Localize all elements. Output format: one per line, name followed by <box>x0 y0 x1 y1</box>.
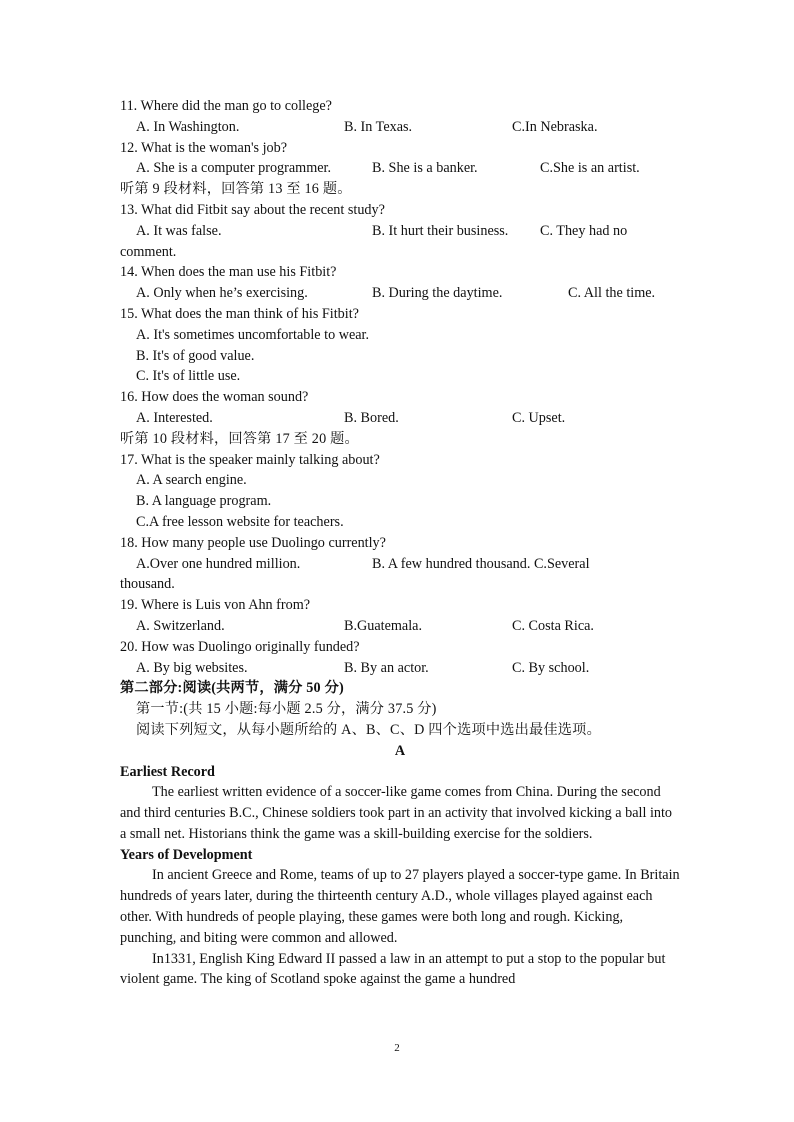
section-9-instruction: 听第 9 段材料，回答第 13 至 16 题。 <box>120 181 352 198</box>
option-a: A. A search engine. <box>136 472 247 489</box>
passage-letter: A <box>394 742 406 759</box>
question-13-continuation: comment. <box>120 243 177 260</box>
option-c: C.She is an artist. <box>540 160 640 177</box>
option-a: A.Over one hundred million. <box>136 555 301 572</box>
question-18-options <box>120 554 680 575</box>
question-20-options <box>120 658 680 679</box>
option-c: C. By school. <box>512 659 590 676</box>
question-13-options <box>120 221 680 242</box>
option-b: B. It's of good value. <box>136 347 255 364</box>
question-14: 14. When does the man use his Fitbit? <box>120 264 337 281</box>
option-a: A. It's sometimes uncomfortable to wear. <box>136 326 370 343</box>
option-a: A. In Washington. <box>136 118 240 135</box>
option-a: A. Only when he’s exercising. <box>136 285 308 302</box>
option-c: C.In Nebraska. <box>512 118 598 135</box>
question-19: 19. Where is Luis von Ahn from? <box>120 597 311 614</box>
question-17: 17. What is the speaker mainly talking about? <box>120 451 380 468</box>
question-15: 15. What does the man think of his Fitbit? <box>120 305 359 322</box>
option-c: C. All the time. <box>568 285 656 302</box>
paragraph-2: In ancient Greece and Rome, teams of up to 27 players played a soccer-type game. In Britain hundreds of years later, during the thirteenth century A.D., whole villages played against each other. With hundreds of people playing, these games were both long and rough. Kicking, punching, and biting were common and allowed. <box>120 867 680 946</box>
option-a: A. Switzerland. <box>136 617 225 634</box>
question-12-options <box>120 158 680 179</box>
question-11: 11. Where did the man go to college? <box>120 98 332 114</box>
option-b: B. A language program. <box>136 493 272 510</box>
option-b: B. By an actor. <box>344 659 429 676</box>
option-c: C. Costa Rica. <box>512 617 594 634</box>
option-a: A. She is a computer programmer. <box>136 160 332 177</box>
page-number: 2 <box>394 1042 400 1054</box>
question-14-options <box>120 283 680 304</box>
paragraph-1: The earliest written evidence of a soccer-like game comes from China. During the second and third centuries B.C., Chinese soldiers took part in an activity that involved kicking a ball into a small net. Historians think the game was a skill-building exercise for the soldiers. <box>120 784 673 842</box>
heading-earliest-record: Earliest Record <box>120 763 215 780</box>
question-19-options <box>120 616 680 637</box>
option-a: A. Interested. <box>136 409 213 426</box>
question-18: 18. How many people use Duolingo currently? <box>120 534 386 551</box>
option-b: B. During the daytime. <box>372 285 503 302</box>
option-b: B. A few hundred thousand. C.Several <box>372 555 590 572</box>
option-b: B. Bored. <box>344 409 399 426</box>
section-1-heading: 第一节:(共 15 小题:每小题 2.5 分，满分 37.5 分) <box>136 701 437 718</box>
option-c: C. Upset. <box>512 409 566 426</box>
heading-years-of-development: Years of Development <box>120 846 253 863</box>
document-page <box>120 96 680 990</box>
option-c: C. It's of little use. <box>136 368 241 385</box>
option-b: B. She is a banker. <box>372 160 478 177</box>
paragraph-3: In1331, English King Edward II passed a law in an attempt to put a stop to the popular but violent game. The king of Scotland spoke against the game a hundred <box>120 950 666 988</box>
question-13: 13. What did Fitbit say about the recent study? <box>120 201 385 218</box>
section-10-instruction: 听第 10 段材料，回答第 17 至 20 题。 <box>120 430 359 447</box>
option-c: C.A free lesson website for teachers. <box>136 513 344 530</box>
option-b: B.Guatemala. <box>344 617 423 634</box>
question-11-options <box>120 117 680 138</box>
question-16: 16. How does the woman sound? <box>120 389 309 406</box>
question-18-continuation: thousand. <box>120 576 175 593</box>
option-b: B. It hurt their business. <box>372 222 509 239</box>
option-a: A. By big websites. <box>136 659 248 676</box>
option-b: B. In Texas. <box>344 118 413 135</box>
reading-instruction: 阅读下列短文，从每小题所给的 A、B、C、D 四个选项中选出最佳选项。 <box>136 721 601 738</box>
question-12: 12. What is the woman's job? <box>120 139 288 156</box>
option-a: A. It was false. <box>136 222 222 239</box>
option-c: C. They had no <box>540 222 628 239</box>
question-20: 20. How was Duolingo originally funded? <box>120 638 360 655</box>
part-2-title: 第二部分:阅读(共两节，满分 50 分) <box>120 680 344 697</box>
question-16-options <box>120 408 680 429</box>
